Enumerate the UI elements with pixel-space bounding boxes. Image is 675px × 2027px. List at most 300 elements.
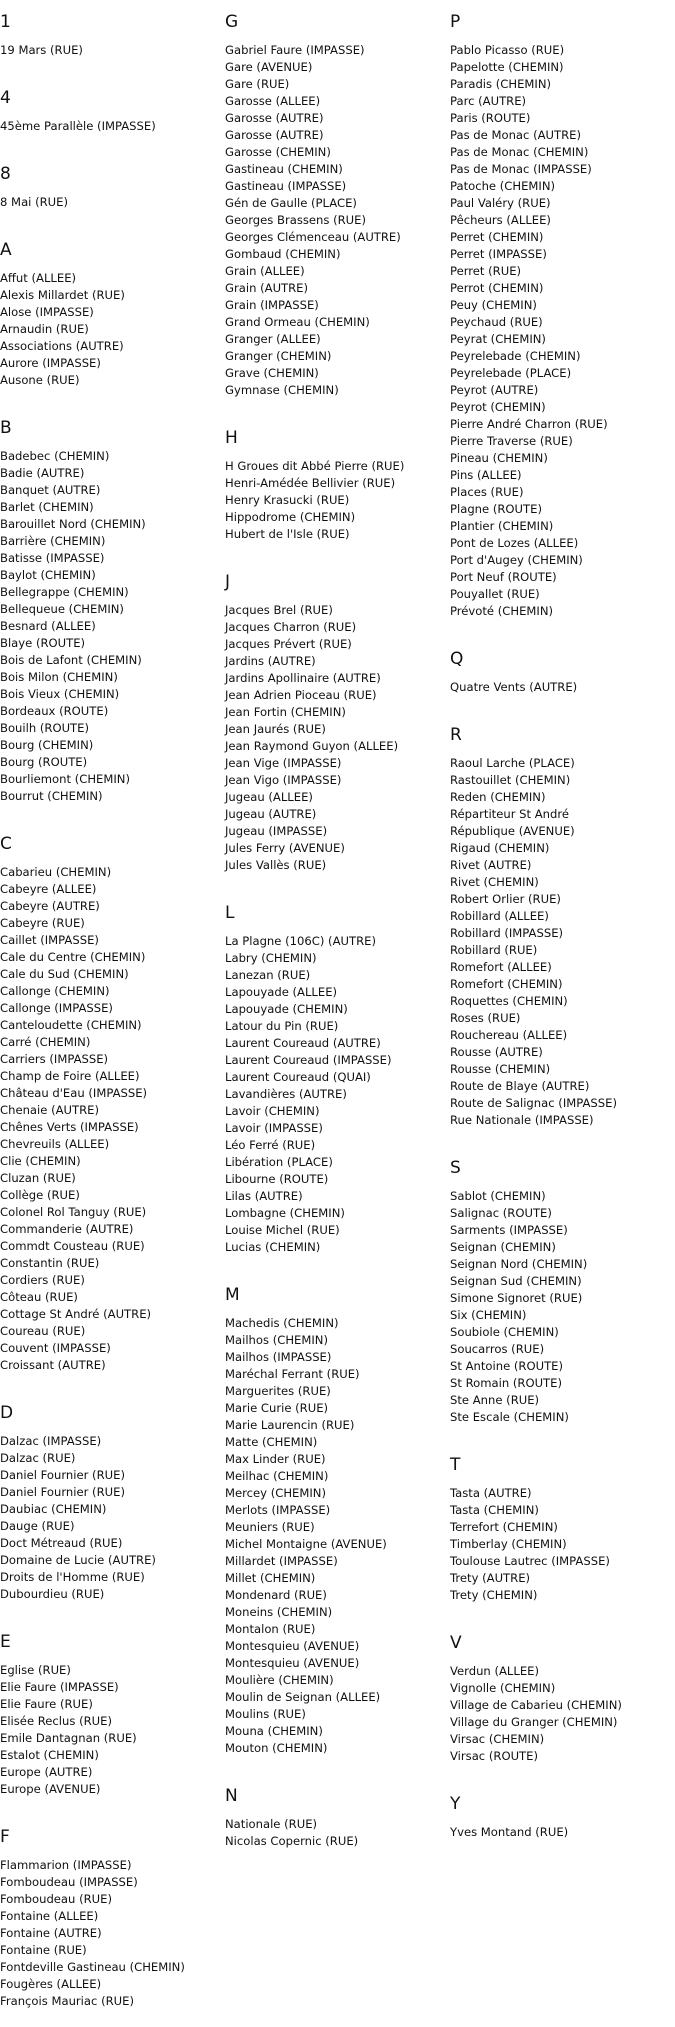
letter-heading: N [225, 1786, 238, 1806]
street-item: St Romain (ROUTE) [450, 1376, 562, 1390]
street-item: Prévoté (CHEMIN) [450, 604, 554, 618]
street-item: Lapouyade (ALLEE) [225, 985, 338, 999]
letter-heading: J [225, 572, 231, 592]
street-item: St Antoine (ROUTE) [450, 1359, 564, 1373]
street-item: Matte (CHEMIN) [225, 1435, 318, 1449]
street-item: Pas de Monac (IMPASSE) [450, 162, 592, 176]
street-item: Bouilh (ROUTE) [0, 721, 89, 735]
street-item: 45ème Parallèle (IMPASSE) [0, 119, 156, 133]
street-item: Roses (RUE) [450, 1011, 521, 1025]
street-item: Mouna (CHEMIN) [225, 1724, 323, 1738]
street-item: Caillet (IMPASSE) [0, 933, 99, 947]
street-item: Laurent Coureaud (IMPASSE) [225, 1053, 392, 1067]
street-item: Parc (AUTRE) [450, 94, 527, 108]
street-item: Georges Clémenceau (AUTRE) [225, 230, 401, 244]
street-item: Aurore (IMPASSE) [0, 356, 101, 370]
street-item: Verdun (ALLEE) [450, 1664, 540, 1678]
street-item: Peuy (CHEMIN) [450, 298, 537, 312]
street-item: Jardins (AUTRE) [225, 654, 316, 668]
letter-heading: P [450, 12, 461, 32]
street-item: Moulin de Seignan (ALLEE) [225, 1690, 381, 1704]
street-item: Marie Laurencin (RUE) [225, 1418, 355, 1432]
letter-section [0, 0, 225, 76]
street-item: Hubert de l'Isle (RUE) [225, 527, 350, 541]
street-item: Cale du Centre (CHEMIN) [0, 950, 146, 964]
street-item: Commdt Cousteau (RUE) [0, 1239, 145, 1253]
street-item: Montesquieu (AVENUE) [225, 1639, 360, 1653]
street-item: Moulins (RUE) [225, 1707, 306, 1721]
street-item: Batisse (IMPASSE) [0, 551, 105, 565]
street-item: Simone Signoret (RUE) [450, 1291, 583, 1305]
street-item: Constantin (RUE) [0, 1256, 100, 1270]
street-item: Rivet (AUTRE) [450, 858, 532, 872]
letter-heading: H [225, 428, 238, 448]
street-item: Gabriel Faure (IMPASSE) [225, 43, 365, 57]
street-item: Mondenard (RUE) [225, 1588, 327, 1602]
letter-section [0, 406, 225, 822]
street-item: Jugeau (IMPASSE) [225, 824, 328, 838]
street-item: Granger (CHEMIN) [225, 349, 332, 363]
street-item: Lapouyade (CHEMIN) [225, 1002, 348, 1016]
letter-heading: S [450, 1158, 461, 1178]
street-item: Marguerites (RUE) [225, 1384, 331, 1398]
street-item: Champ de Foire (ALLEE) [0, 1069, 140, 1083]
street-item: Pineau (CHEMIN) [450, 451, 548, 465]
street-item: Alexis Millardet (RUE) [0, 288, 125, 302]
street-item: Jardins Apollinaire (AUTRE) [225, 671, 381, 685]
street-item: Gastineau (IMPASSE) [225, 179, 347, 193]
letter-section [450, 1146, 675, 1443]
street-item: Paris (ROUTE) [450, 111, 531, 125]
street-item: Dalzac (IMPASSE) [0, 1434, 102, 1448]
street-item: Tasta (AUTRE) [450, 1486, 532, 1500]
street-item: Robillard (ALLEE) [450, 909, 549, 923]
street-item: Carré (CHEMIN) [0, 1035, 91, 1049]
street-item: Badebec (CHEMIN) [0, 449, 110, 463]
street-item: Nicolas Copernic (RUE) [225, 1834, 359, 1848]
street-item: Garosse (AUTRE) [225, 128, 324, 142]
letter-heading: L [225, 903, 235, 923]
street-item: Jugeau (AUTRE) [225, 807, 317, 821]
street-item: Dubourdieu (RUE) [0, 1587, 105, 1601]
street-item: Bellegrappe (CHEMIN) [0, 585, 129, 599]
street-item: Grain (AUTRE) [225, 281, 309, 295]
street-item: Soubiole (CHEMIN) [450, 1325, 559, 1339]
letter-section [450, 0, 675, 637]
street-item: Rivet (CHEMIN) [450, 875, 539, 889]
street-item: Doct Métreaud (RUE) [0, 1536, 123, 1550]
street-item: Croissant (AUTRE) [0, 1358, 106, 1372]
street-item: Pablo Picasso (RUE) [450, 43, 565, 57]
street-item: Peyrelebade (PLACE) [450, 366, 572, 380]
street-item: Marie Curie (RUE) [225, 1401, 329, 1415]
street-item: Laurent Coureaud (QUAI) [225, 1070, 371, 1084]
street-item: Henri-Amédée Bellivier (RUE) [225, 476, 396, 490]
street-item: 19 Mars (RUE) [0, 43, 83, 57]
street-item: Cale du Sud (CHEMIN) [0, 967, 129, 981]
street-item: 8 Mai (RUE) [0, 195, 68, 209]
letter-heading: Q [450, 649, 464, 669]
street-item: Dalzac (RUE) [0, 1451, 76, 1465]
street-item: Georges Brassens (RUE) [225, 213, 367, 227]
street-item: Grain (IMPASSE) [225, 298, 319, 312]
street-item: Grain (ALLEE) [225, 264, 305, 278]
street-item: Chênes Verts (IMPASSE) [0, 1120, 139, 1134]
street-item: Flammarion (IMPASSE) [0, 1858, 132, 1872]
street-item: Mercey (CHEMIN) [225, 1486, 326, 1500]
street-item: Cabeyre (AUTRE) [0, 899, 100, 913]
street-item: Trety (AUTRE) [450, 1571, 531, 1585]
letter-heading: T [450, 1455, 461, 1475]
street-item: Bois de Lafont (CHEMIN) [0, 653, 142, 667]
street-item: Collège (RUE) [0, 1188, 80, 1202]
street-item: Bellequeue (CHEMIN) [0, 602, 124, 616]
street-item: Bordeaux (ROUTE) [0, 704, 109, 718]
street-item: Soucarros (RUE) [450, 1342, 545, 1356]
street-item: Garosse (CHEMIN) [225, 145, 331, 159]
street-item: Route de Blaye (AUTRE) [450, 1079, 590, 1093]
street-item: Jules Vallès (RUE) [225, 858, 327, 872]
letter-section [225, 891, 450, 1273]
street-item: Coureau (RUE) [0, 1324, 86, 1338]
street-item: Trety (CHEMIN) [450, 1588, 538, 1602]
street-item: Garosse (ALLEE) [225, 94, 321, 108]
street-item: Sarments (IMPASSE) [450, 1223, 568, 1237]
street-item: Seignan (CHEMIN) [450, 1240, 556, 1254]
letter-heading: D [0, 1403, 14, 1423]
street-item: Jules Ferry (AVENUE) [225, 841, 345, 855]
street-item: Léo Ferré (RUE) [225, 1138, 316, 1152]
street-item: Libération (PLACE) [225, 1155, 333, 1169]
street-item: Toulouse Lautrec (IMPASSE) [450, 1554, 610, 1568]
street-item: Gombaud (CHEMIN) [225, 247, 341, 261]
street-item: Tasta (CHEMIN) [450, 1503, 539, 1517]
street-item: Bois Vieux (CHEMIN) [0, 687, 120, 701]
street-item: Jean Vige (IMPASSE) [225, 756, 342, 770]
street-item: Lavandières (AUTRE) [225, 1087, 347, 1101]
street-item: Fougères (ALLEE) [0, 1977, 102, 1991]
street-item: Yves Montand (RUE) [450, 1825, 569, 1839]
street-item: Rousse (CHEMIN) [450, 1062, 551, 1076]
street-item: Besnard (ALLEE) [0, 619, 96, 633]
street-item: Village du Granger (CHEMIN) [450, 1715, 618, 1729]
street-item: Patoche (CHEMIN) [450, 179, 556, 193]
street-item: Daniel Fournier (RUE) [0, 1468, 125, 1482]
street-item: Barrière (CHEMIN) [0, 534, 106, 548]
street-item: Seignan Sud (CHEMIN) [450, 1274, 582, 1288]
street-item: Seignan Nord (CHEMIN) [450, 1257, 588, 1271]
street-item: Fontaine (ALLEE) [0, 1909, 99, 1923]
street-item: Mailhos (CHEMIN) [225, 1333, 328, 1347]
street-item: Papelotte (CHEMIN) [450, 60, 564, 74]
street-item: Couvent (IMPASSE) [0, 1341, 111, 1355]
street-item: Meuniers (RUE) [225, 1520, 315, 1534]
street-item: Droits de l'Homme (RUE) [0, 1570, 145, 1584]
street-item: Emile Dantagnan (RUE) [0, 1731, 137, 1745]
letter-heading: R [450, 725, 462, 745]
street-item: Robillard (IMPASSE) [450, 926, 564, 940]
street-item: Moulière (CHEMIN) [225, 1673, 334, 1687]
street-item: Montesquieu (AVENUE) [225, 1656, 360, 1670]
street-item: Cluzan (RUE) [0, 1171, 76, 1185]
street-item: Jean Fortin (CHEMIN) [225, 705, 346, 719]
street-item: Pins (ALLEE) [450, 468, 522, 482]
street-item: Ausone (RUE) [0, 373, 80, 387]
street-item: Perret (RUE) [450, 264, 522, 278]
street-item: Max Linder (RUE) [225, 1452, 326, 1466]
street-item: Arnaudin (RUE) [0, 322, 89, 336]
street-item: Canteloudette (CHEMIN) [0, 1018, 142, 1032]
street-item: Peyrot (CHEMIN) [450, 400, 546, 414]
street-item: Gare (RUE) [225, 77, 290, 91]
street-item: Millet (CHEMIN) [225, 1571, 316, 1585]
street-item: Village de Cabarieu (CHEMIN) [450, 1698, 622, 1712]
street-item: Peyrot (AUTRE) [450, 383, 539, 397]
street-item: Pierre André Charron (RUE) [450, 417, 608, 431]
street-item: Salignac (ROUTE) [450, 1206, 552, 1220]
letter-section [450, 1621, 675, 1782]
street-item: Port Neuf (ROUTE) [450, 570, 557, 584]
street-item: Port d'Augey (CHEMIN) [450, 553, 583, 567]
letter-section [0, 1391, 225, 1620]
street-item: Cabeyre (RUE) [0, 916, 85, 930]
street-item: Mailhos (IMPASSE) [225, 1350, 332, 1364]
street-item: Bois Milon (CHEMIN) [0, 670, 118, 684]
street-item: Callonge (IMPASSE) [0, 1001, 113, 1015]
street-item: Louise Michel (RUE) [225, 1223, 340, 1237]
street-item: Chenaie (AUTRE) [0, 1103, 99, 1117]
street-item: Colonel Rol Tanguy (RUE) [0, 1205, 147, 1219]
street-item: Six (CHEMIN) [450, 1308, 527, 1322]
street-item: Côteau (RUE) [0, 1290, 78, 1304]
letter-heading: A [0, 240, 12, 260]
street-item: Cabarieu (CHEMIN) [0, 865, 112, 879]
street-item: Timberlay (CHEMIN) [450, 1537, 567, 1551]
street-item: Callonge (CHEMIN) [0, 984, 110, 998]
street-item: Bourg (CHEMIN) [0, 738, 94, 752]
street-item: Elie Faure (RUE) [0, 1697, 93, 1711]
letter-heading: G [225, 12, 239, 32]
street-item: Gare (AVENUE) [225, 60, 313, 74]
street-item: Cordiers (RUE) [0, 1273, 85, 1287]
street-item: Plantier (CHEMIN) [450, 519, 554, 533]
street-item: Libourne (ROUTE) [225, 1172, 329, 1186]
street-item: Grand Ormeau (CHEMIN) [225, 315, 370, 329]
street-item: Fontaine (RUE) [0, 1943, 87, 1957]
street-item: Millardet (IMPASSE) [225, 1554, 338, 1568]
street-item: Chevreuils (ALLEE) [0, 1137, 110, 1151]
street-item: Gastineau (CHEMIN) [225, 162, 343, 176]
street-item: Elie Faure (IMPASSE) [0, 1680, 119, 1694]
letter-heading: E [0, 1632, 11, 1652]
street-item: Roquettes (CHEMIN) [450, 994, 568, 1008]
street-item: Pas de Monac (AUTRE) [450, 128, 582, 142]
letter-section [225, 560, 450, 891]
street-item: Raoul Larche (PLACE) [450, 756, 575, 770]
street-item: Gén de Gaulle (PLACE) [225, 196, 357, 210]
street-item: Perret (CHEMIN) [450, 230, 544, 244]
street-item: Domaine de Lucie (AUTRE) [0, 1553, 156, 1567]
street-item: Places (RUE) [450, 485, 524, 499]
street-item: Peychaud (RUE) [450, 315, 543, 329]
street-item: Lavoir (IMPASSE) [225, 1121, 323, 1135]
street-item: Bourg (ROUTE) [0, 755, 88, 769]
street-item: Baylot (CHEMIN) [0, 568, 96, 582]
street-item: Virsac (CHEMIN) [450, 1732, 545, 1746]
street-item: Jugeau (ALLEE) [225, 790, 313, 804]
street-item: Bourrut (CHEMIN) [0, 789, 103, 803]
street-item: Fomboudeau (RUE) [0, 1892, 112, 1906]
street-item: Latour du Pin (RUE) [225, 1019, 339, 1033]
street-item: Romefort (CHEMIN) [450, 977, 563, 991]
street-item: Banquet (AUTRE) [0, 483, 101, 497]
street-item: Carriers (IMPASSE) [0, 1052, 109, 1066]
letter-section [0, 152, 225, 228]
street-item: Grave (CHEMIN) [225, 366, 319, 380]
street-item: Lucias (CHEMIN) [225, 1240, 321, 1254]
street-item: Lombagne (CHEMIN) [225, 1206, 345, 1220]
street-item: Route de Salignac (IMPASSE) [450, 1096, 617, 1110]
street-column-2 [225, 0, 450, 1867]
street-column-1 [0, 0, 225, 2027]
street-item: Rue Nationale (IMPASSE) [450, 1113, 594, 1127]
street-item: Rastouillet (CHEMIN) [450, 773, 571, 787]
street-item: Pont de Lozes (ALLEE) [450, 536, 579, 550]
letter-section [450, 1782, 675, 1858]
street-item: Cottage St André (AUTRE) [0, 1307, 152, 1321]
letter-heading: V [450, 1633, 462, 1653]
street-item: Jacques Brel (RUE) [225, 603, 333, 617]
letter-heading: B [0, 418, 12, 438]
letter-section [450, 637, 675, 713]
street-item: Clie (CHEMIN) [0, 1154, 81, 1168]
letter-section [0, 1815, 225, 2027]
letter-section [225, 1273, 450, 1774]
street-item: Daniel Fournier (RUE) [0, 1485, 125, 1499]
street-item: Merlots (IMPASSE) [225, 1503, 331, 1517]
street-item: Barouillet Nord (CHEMIN) [0, 517, 146, 531]
street-item: Associations (AUTRE) [0, 339, 124, 353]
street-item: Lavoir (CHEMIN) [225, 1104, 320, 1118]
street-item: Romefort (ALLEE) [450, 960, 552, 974]
street-item: Ste Escale (CHEMIN) [450, 1410, 569, 1424]
street-item: Moneins (CHEMIN) [225, 1605, 333, 1619]
street-item: Lanezan (RUE) [225, 968, 311, 982]
street-item: Henry Krasucki (RUE) [225, 493, 350, 507]
street-item: Fontdeville Gastineau (CHEMIN) [0, 1960, 185, 1974]
street-item: Jean Jaurés (RUE) [225, 722, 326, 736]
street-item: Lilas (AUTRE) [225, 1189, 303, 1203]
letter-section [225, 1774, 450, 1867]
street-item: Perret (IMPASSE) [450, 247, 547, 261]
street-item: Cabeyre (ALLEE) [0, 882, 97, 896]
street-item: Badie (AUTRE) [0, 466, 85, 480]
street-item: Pouyallet (RUE) [450, 587, 540, 601]
street-item: Pierre Traverse (RUE) [450, 434, 573, 448]
letter-section [0, 1620, 225, 1815]
street-item: Labry (CHEMIN) [225, 951, 317, 965]
street-item: Plagne (ROUTE) [450, 502, 542, 516]
street-item: Gymnase (CHEMIN) [225, 383, 339, 397]
street-item: Ste Anne (RUE) [450, 1393, 540, 1407]
street-item: Perrot (CHEMIN) [450, 281, 544, 295]
letter-heading: 4 [0, 88, 11, 108]
street-item: Robillard (RUE) [450, 943, 538, 957]
street-item: Vignolle (CHEMIN) [450, 1681, 556, 1695]
street-item: Eglise (RUE) [0, 1663, 71, 1677]
street-item: Jean Vigo (IMPASSE) [225, 773, 342, 787]
letter-heading: 1 [0, 12, 11, 32]
letter-heading: Y [450, 1794, 461, 1814]
street-item: Granger (ALLEE) [225, 332, 321, 346]
street-item: Jacques Prévert (RUE) [225, 637, 352, 651]
street-item: Estalot (CHEMIN) [0, 1748, 99, 1762]
street-item: Rousse (AUTRE) [450, 1045, 543, 1059]
street-item: République (AVENUE) [450, 824, 575, 838]
street-item: Virsac (ROUTE) [450, 1749, 538, 1763]
street-item: Reden (CHEMIN) [450, 790, 546, 804]
street-item: Pêcheurs (ALLEE) [450, 213, 551, 227]
letter-heading: F [0, 1827, 10, 1847]
street-item: Paradis (CHEMIN) [450, 77, 552, 91]
street-item: Château d'Eau (IMPASSE) [0, 1086, 148, 1100]
street-item: Quatre Vents (AUTRE) [450, 680, 578, 694]
street-item: H Groues dit Abbé Pierre (RUE) [225, 459, 405, 473]
street-column-3 [450, 0, 675, 1858]
street-item: Daubiac (CHEMIN) [0, 1502, 107, 1516]
street-item: Robert Orlier (RUE) [450, 892, 561, 906]
street-item: Elisée Reclus (RUE) [0, 1714, 113, 1728]
street-item: Sablot (CHEMIN) [450, 1189, 546, 1203]
street-item: Pas de Monac (CHEMIN) [450, 145, 589, 159]
street-item: Rigaud (CHEMIN) [450, 841, 550, 855]
street-item: Garosse (AUTRE) [225, 111, 324, 125]
letter-section [0, 822, 225, 1391]
letter-section [225, 0, 450, 416]
letter-heading: C [0, 834, 12, 854]
street-item: Commanderie (AUTRE) [0, 1222, 134, 1236]
street-item: Michel Montaigne (AVENUE) [225, 1537, 387, 1551]
street-item: Terrefort (CHEMIN) [450, 1520, 558, 1534]
street-item: Europe (AUTRE) [0, 1765, 93, 1779]
street-item: Affut (ALLEE) [0, 271, 77, 285]
street-item: Jean Raymond Guyon (ALLEE) [225, 739, 399, 753]
street-item: Montalon (RUE) [225, 1622, 316, 1636]
street-item: Peyrat (CHEMIN) [450, 332, 546, 346]
street-item: Blaye (ROUTE) [0, 636, 86, 650]
street-item: Maréchal Ferrant (RUE) [225, 1367, 360, 1381]
street-item: Hippodrome (CHEMIN) [225, 510, 356, 524]
letter-section [0, 76, 225, 152]
letter-section [450, 713, 675, 1146]
street-item: Meilhac (CHEMIN) [225, 1469, 329, 1483]
letter-heading: M [225, 1285, 240, 1305]
street-item: Alose (IMPASSE) [0, 305, 94, 319]
street-item: Laurent Coureaud (AUTRE) [225, 1036, 381, 1050]
street-item: La Plagne (106C) (AUTRE) [225, 934, 376, 948]
street-item: Paul Valéry (RUE) [450, 196, 551, 210]
street-item: Répartiteur St André [450, 807, 570, 821]
letter-section [450, 1443, 675, 1621]
letter-section [225, 416, 450, 560]
street-item: Nationale (RUE) [225, 1817, 318, 1831]
street-item: Barlet (CHEMIN) [0, 500, 94, 514]
letter-heading: 8 [0, 164, 11, 184]
street-item: Bourliemont (CHEMIN) [0, 772, 130, 786]
street-item: Machedis (CHEMIN) [225, 1316, 339, 1330]
street-item: Rouchereau (ALLEE) [450, 1028, 568, 1042]
letter-section [0, 228, 225, 406]
